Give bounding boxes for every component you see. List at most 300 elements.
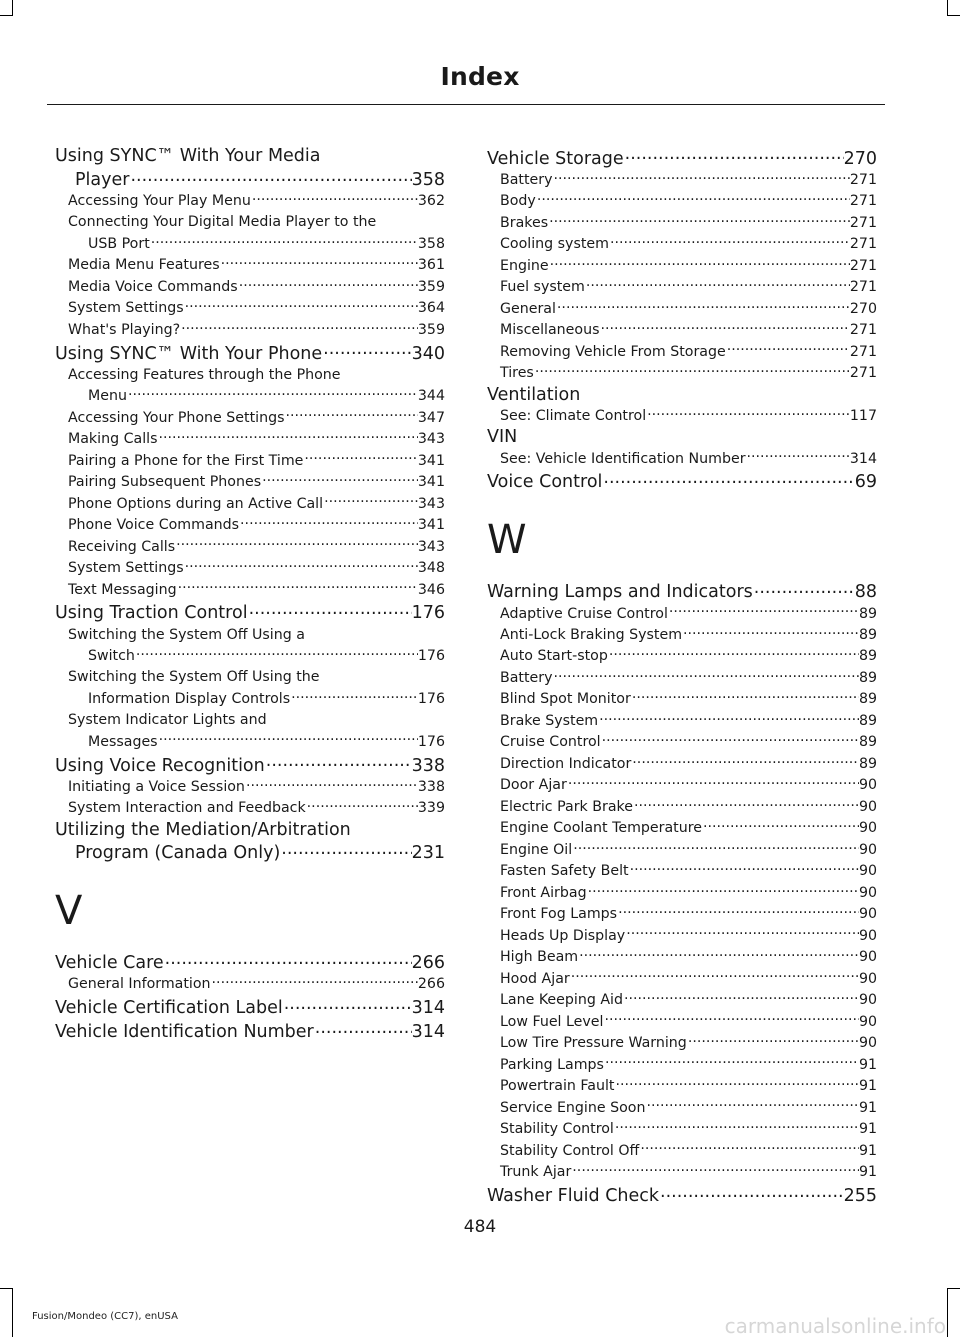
- entry-page-number: 341: [417, 474, 445, 491]
- dot-leader: [280, 841, 411, 859]
- entry-label: System Interaction and Feedback: [68, 800, 306, 817]
- index-subentry[interactable]: [55, 191, 445, 212]
- dot-leader: [608, 646, 859, 660]
- entry-label: Electric Park Brake: [500, 798, 633, 815]
- dot-leader: [604, 1055, 859, 1069]
- dot-leader: [614, 1076, 858, 1090]
- entry-page-number: 91: [858, 1099, 877, 1116]
- entry-label: Blind Spot Monitor: [500, 691, 631, 708]
- entry-label: Stability Control Off: [500, 1142, 640, 1159]
- crop-mark: [0, 15, 13, 16]
- entry-label: Accessing Your Play Menu: [68, 193, 251, 210]
- entry-page-number: 343: [417, 538, 445, 555]
- index-subentry: Accessing Features through the Phone: [68, 366, 341, 383]
- entry-label: System Settings: [68, 300, 184, 317]
- index-subentry[interactable]: [487, 1012, 877, 1033]
- entry-label: Adaptive Cruise Control: [500, 605, 668, 622]
- entry-label: Direction Indicator: [500, 755, 632, 772]
- entry-page-number: 90: [858, 970, 877, 987]
- index-entry[interactable]: [55, 601, 445, 625]
- index-subentry[interactable]: [487, 363, 877, 384]
- entry-label: Switch: [88, 648, 135, 665]
- dot-leader: [157, 429, 417, 443]
- entry-page-number: 271: [849, 171, 877, 188]
- entry-page-number: 347: [417, 409, 445, 426]
- entry-label: Pairing a Phone for the First Time: [68, 452, 304, 469]
- index-subentry[interactable]: [487, 213, 877, 234]
- dot-leader: [553, 170, 850, 184]
- entry-label: Text Messaging: [68, 581, 177, 598]
- crop-mark: [947, 1288, 960, 1289]
- entry-page-number: 338: [411, 755, 445, 776]
- entry-page-number: 362: [417, 193, 445, 210]
- entry-label: Vehicle Identification Number: [55, 1021, 314, 1042]
- crop-mark: [947, 15, 960, 16]
- entry-page-number: 266: [417, 976, 445, 993]
- index-subentry[interactable]: [55, 429, 445, 450]
- entry-label: Fasten Safety Belt: [500, 863, 629, 880]
- crop-mark: [947, 0, 948, 16]
- index-entry[interactable]: [55, 996, 445, 1020]
- entry-page-number: 266: [411, 953, 445, 974]
- entry-label: See: Climate Control: [500, 407, 647, 424]
- dot-leader: [127, 386, 418, 400]
- index-entry[interactable]: [487, 146, 877, 170]
- entry-page-number: 117: [849, 407, 877, 424]
- dot-leader: [536, 191, 850, 205]
- entry-page-number: 91: [858, 1078, 877, 1095]
- entry-page-number: 361: [417, 257, 445, 274]
- dot-leader: [184, 558, 418, 572]
- index-section-letter: W: [487, 516, 527, 563]
- dot-leader: [639, 1140, 859, 1154]
- index-entry: Ventilation: [487, 384, 581, 405]
- index-subentry[interactable]: [487, 969, 877, 990]
- entry-label: Vehicle Certification Label: [55, 998, 283, 1019]
- entry-page-number: 89: [858, 734, 877, 751]
- dot-leader: [753, 580, 855, 598]
- dot-leader: [571, 1162, 859, 1176]
- dot-leader: [629, 861, 859, 875]
- entry-page-number: 88: [854, 582, 877, 603]
- entry-label: Anti-Lock Braking System: [500, 627, 683, 643]
- index-subentry[interactable]: [55, 255, 445, 276]
- index-subentry[interactable]: [487, 646, 877, 667]
- entry-page-number: 69: [854, 472, 877, 493]
- index-subentry[interactable]: [55, 689, 445, 710]
- index-subentry[interactable]: [487, 1140, 877, 1161]
- index-subentry[interactable]: [55, 974, 445, 995]
- entry-page-number: 340: [411, 343, 445, 364]
- dot-leader: [587, 883, 859, 897]
- crop-mark: [947, 1288, 948, 1337]
- entry-label: Lane Keeping Aid: [500, 992, 623, 1009]
- index-entry[interactable]: [487, 470, 877, 494]
- index-subentry[interactable]: [487, 818, 877, 839]
- index-subentry[interactable]: [487, 732, 877, 753]
- entry-label: Powertrain Fault: [500, 1078, 615, 1095]
- index-subentry[interactable]: [487, 775, 877, 796]
- entry-page-number: 231: [411, 843, 445, 864]
- dot-leader: [599, 320, 849, 334]
- dot-leader: [129, 167, 411, 185]
- entry-page-number: 90: [858, 992, 877, 1009]
- entry-label: Tires: [500, 365, 534, 382]
- index-subentry[interactable]: [487, 754, 877, 775]
- entry-label: Media Voice Commands: [68, 278, 238, 295]
- dot-leader: [177, 579, 418, 593]
- entry-label: Making Calls: [68, 431, 158, 448]
- dot-leader: [164, 951, 412, 969]
- index-subentry[interactable]: [487, 1033, 877, 1054]
- entry-page-number: 89: [858, 627, 877, 643]
- dot-leader: [238, 277, 418, 291]
- dot-leader: [184, 298, 418, 312]
- index-subentry[interactable]: [487, 840, 877, 861]
- dot-leader: [631, 689, 859, 703]
- dot-leader: [290, 689, 418, 703]
- dot-leader: [265, 753, 412, 771]
- entry-label: General: [500, 300, 556, 317]
- entry-page-number: 358: [417, 235, 445, 252]
- index-subentry[interactable]: [487, 926, 877, 947]
- index-subentry[interactable]: [55, 777, 445, 798]
- index-subentry[interactable]: [487, 448, 877, 469]
- entry-label: Using SYNC™ With Your Phone: [55, 343, 323, 364]
- index-entry[interactable]: [55, 167, 445, 191]
- entry-page-number: 90: [858, 777, 877, 794]
- index-entry: Utilizing the Mediation/Arbitration: [55, 819, 351, 840]
- entry-label: Menu: [88, 388, 127, 405]
- entry-page-number: 271: [849, 214, 877, 231]
- index-subentry[interactable]: [55, 494, 445, 515]
- index-subentry[interactable]: [487, 1162, 877, 1183]
- entry-label: Service Engine Soon: [500, 1099, 646, 1116]
- entry-label: General Information: [68, 976, 211, 993]
- entry-page-number: 271: [849, 257, 877, 274]
- entry-page-number: 348: [417, 560, 445, 577]
- index-subentry[interactable]: [487, 342, 877, 363]
- index-subentry[interactable]: [55, 320, 445, 341]
- index-entry: Using SYNC™ With Your Media: [55, 146, 321, 166]
- index-subentry[interactable]: [487, 668, 877, 689]
- index-subentry[interactable]: [487, 320, 877, 341]
- entry-page-number: 344: [417, 388, 445, 405]
- entry-label: USB Port: [88, 235, 150, 252]
- index-entry: VIN: [487, 427, 518, 448]
- index-subentry[interactable]: [487, 406, 877, 427]
- dot-leader: [746, 448, 850, 462]
- entry-label: Media Menu Features: [68, 257, 220, 274]
- entry-page-number: 90: [858, 820, 877, 837]
- watermark: carmanualsonline.info: [724, 1314, 946, 1338]
- dot-leader: [549, 256, 850, 270]
- dot-leader: [668, 603, 859, 617]
- entry-label: What's Playing?: [68, 321, 181, 338]
- index-subentry[interactable]: [55, 646, 445, 667]
- entry-page-number: 89: [858, 755, 877, 772]
- dot-leader: [570, 969, 859, 983]
- dot-leader: [602, 470, 854, 488]
- index-subentry[interactable]: [487, 1119, 877, 1140]
- entry-page-number: 271: [849, 365, 877, 382]
- entry-label: Using Voice Recognition: [55, 755, 265, 776]
- entry-page-number: 91: [858, 1056, 877, 1073]
- index-subentry[interactable]: [487, 234, 877, 255]
- dot-leader: [135, 646, 418, 660]
- entry-label: Accessing Your Phone Settings: [68, 409, 285, 426]
- index-entry[interactable]: [487, 580, 877, 604]
- entry-label: Front Fog Lamps: [500, 906, 618, 923]
- entry-page-number: 176: [417, 690, 445, 707]
- index-subentry[interactable]: [55, 798, 445, 819]
- index-subentry[interactable]: [487, 711, 877, 732]
- entry-label: Phone Options during an Active Call: [68, 495, 324, 512]
- entry-label: Warning Lamps and Indicators: [487, 582, 753, 603]
- index-subentry[interactable]: [487, 299, 877, 320]
- index-subentry[interactable]: [55, 732, 445, 753]
- dot-leader: [625, 926, 859, 940]
- entry-page-number: 314: [411, 998, 445, 1019]
- dot-leader: [556, 299, 850, 313]
- entry-label: Using Traction Control: [55, 603, 248, 624]
- index-subentry[interactable]: [487, 603, 877, 624]
- dot-leader: [614, 1119, 859, 1133]
- entry-label: Miscellaneous: [500, 322, 600, 339]
- index-subentry[interactable]: [487, 625, 877, 646]
- entry-label: Battery: [500, 171, 553, 188]
- entry-label: Brakes: [500, 214, 549, 231]
- index-subentry[interactable]: [55, 579, 445, 600]
- entry-page-number: 255: [843, 1185, 877, 1206]
- footer-model: Fusion/Mondeo (CC7), enUSA: [32, 1311, 178, 1322]
- index-subentry[interactable]: [487, 990, 877, 1011]
- index-subentry: System Indicator Lights and: [68, 712, 267, 729]
- entry-page-number: 343: [417, 495, 445, 512]
- index-subentry[interactable]: [55, 558, 445, 579]
- index-subentry[interactable]: [55, 408, 445, 429]
- index-subentry[interactable]: [487, 277, 877, 298]
- entry-label: Vehicle Care: [55, 953, 164, 974]
- dot-leader: [220, 255, 418, 269]
- entry-page-number: 359: [417, 321, 445, 338]
- entry-label: See: Vehicle Identification Number: [500, 450, 746, 467]
- page-title: Index: [440, 62, 520, 91]
- entry-page-number: 90: [858, 949, 877, 966]
- index-entry[interactable]: [55, 951, 445, 975]
- index-subentry[interactable]: [487, 689, 877, 710]
- dot-leader: [631, 754, 859, 768]
- entry-page-number: 89: [858, 712, 877, 729]
- dot-leader: [306, 798, 418, 812]
- index-subentry[interactable]: [487, 861, 877, 882]
- entry-page-number: 90: [858, 1013, 877, 1030]
- entry-label: Player: [75, 169, 130, 190]
- dot-leader: [617, 904, 859, 918]
- entry-page-number: 314: [849, 450, 877, 467]
- entry-label: Voice Control: [487, 472, 603, 493]
- page-number: 484: [463, 1217, 497, 1237]
- index-subentry[interactable]: [55, 472, 445, 493]
- dot-leader: [702, 818, 859, 832]
- dot-leader: [726, 342, 850, 356]
- entry-page-number: 270: [849, 300, 877, 317]
- dot-leader: [261, 472, 418, 486]
- entry-page-number: 91: [858, 1121, 877, 1138]
- entry-page-number: 90: [858, 841, 877, 858]
- entry-label: Information Display Controls: [88, 690, 291, 707]
- entry-page-number: 271: [849, 279, 877, 296]
- dot-leader: [624, 146, 844, 164]
- dot-leader: [248, 601, 412, 619]
- index-subentry[interactable]: [487, 170, 877, 191]
- dot-leader: [548, 213, 850, 227]
- index-column-right: [487, 146, 877, 1207]
- entry-page-number: 90: [858, 1035, 877, 1052]
- entry-label: Door Ajar: [500, 777, 567, 794]
- index-subentry[interactable]: [487, 256, 877, 277]
- index-subentry[interactable]: [487, 947, 877, 968]
- dot-leader: [322, 341, 411, 359]
- entry-page-number: 271: [849, 343, 877, 360]
- entry-page-number: 339: [417, 800, 445, 817]
- index-subentry[interactable]: [55, 515, 445, 536]
- entry-label: Removing Vehicle From Storage: [500, 343, 726, 360]
- index-subentry[interactable]: [487, 1055, 877, 1076]
- entry-label: Receiving Calls: [68, 538, 176, 555]
- dot-leader: [175, 537, 418, 551]
- entry-page-number: 89: [858, 669, 877, 686]
- entry-label: Stability Control: [500, 1121, 614, 1138]
- dot-leader: [585, 277, 850, 291]
- index-entry[interactable]: [487, 1183, 877, 1207]
- entry-page-number: 359: [417, 278, 445, 295]
- entry-label: Auto Start-stop: [500, 648, 608, 665]
- entry-label: Body: [500, 193, 536, 210]
- dot-leader: [572, 840, 859, 854]
- index-entry[interactable]: [55, 1019, 445, 1043]
- entry-page-number: 176: [411, 603, 445, 624]
- entry-page-number: 364: [417, 300, 445, 317]
- index-section-letter: V: [55, 887, 83, 934]
- dot-leader: [553, 668, 859, 682]
- index-subentry[interactable]: [55, 298, 445, 319]
- dot-leader: [303, 451, 418, 465]
- entry-page-number: 90: [858, 863, 877, 880]
- dot-leader: [659, 1183, 844, 1201]
- dot-leader: [283, 996, 412, 1014]
- dot-leader: [211, 974, 418, 988]
- entry-page-number: 90: [858, 884, 877, 901]
- index-subentry[interactable]: [55, 386, 445, 407]
- dot-leader: [603, 1012, 858, 1026]
- entry-label: Program (Canada Only): [75, 843, 281, 864]
- dot-leader: [245, 777, 418, 791]
- entry-label: High Beam: [500, 949, 579, 966]
- dot-leader: [323, 494, 418, 508]
- dot-leader: [609, 234, 850, 248]
- dot-leader: [180, 320, 418, 334]
- entry-page-number: 346: [417, 581, 445, 598]
- index-subentry[interactable]: [487, 797, 877, 818]
- entry-page-number: 91: [858, 1164, 877, 1181]
- index-subentry[interactable]: [487, 883, 877, 904]
- dot-leader: [239, 515, 418, 529]
- entry-page-number: 91: [858, 1142, 877, 1159]
- index-column-left: [55, 146, 445, 1043]
- entry-label: Trunk Ajar: [500, 1164, 572, 1181]
- index-subentry[interactable]: [487, 191, 877, 212]
- entry-label: Front Airbag: [500, 884, 587, 901]
- index-subentry[interactable]: [487, 904, 877, 925]
- entry-label: Washer Fluid Check: [487, 1185, 660, 1206]
- dot-leader: [534, 363, 850, 377]
- header-divider: [47, 104, 885, 105]
- entry-page-number: 89: [858, 691, 877, 708]
- dot-leader: [578, 947, 859, 961]
- crop-mark: [0, 1288, 13, 1289]
- dot-leader: [623, 990, 859, 1004]
- entry-page-number: 271: [849, 193, 877, 210]
- entry-page-number: 343: [417, 431, 445, 448]
- entry-page-number: 271: [849, 322, 877, 339]
- entry-page-number: 358: [411, 169, 445, 190]
- entry-label: Engine: [500, 257, 549, 274]
- index-subentry[interactable]: [55, 277, 445, 298]
- entry-page-number: 90: [858, 798, 877, 815]
- dot-leader: [645, 1097, 859, 1111]
- entry-label: Messages: [88, 733, 158, 750]
- crop-mark: [12, 0, 13, 16]
- entry-label: Low Fuel Level: [500, 1013, 604, 1030]
- dot-leader: [601, 732, 859, 746]
- entry-label: Pairing Subsequent Phones: [68, 474, 262, 491]
- index-entry[interactable]: [55, 841, 445, 865]
- index-subentry: Switching the System Off Using a: [68, 626, 305, 643]
- index-subentry[interactable]: [487, 1076, 877, 1097]
- index-subentry[interactable]: [55, 537, 445, 558]
- dot-leader: [158, 732, 418, 746]
- entry-page-number: 271: [849, 236, 877, 253]
- entry-page-number: 90: [858, 906, 877, 923]
- index-subentry[interactable]: [487, 1097, 877, 1118]
- entry-page-number: 341: [417, 517, 445, 534]
- entry-label: Parking Lamps: [500, 1056, 604, 1073]
- entry-label: Brake System: [500, 712, 599, 729]
- dot-leader: [251, 191, 418, 205]
- entry-label: Phone Voice Commands: [68, 517, 240, 534]
- dot-leader: [314, 1019, 412, 1037]
- entry-page-number: 314: [411, 1021, 445, 1042]
- index-subentry[interactable]: [55, 451, 445, 472]
- index-subentry: Switching the System Off Using the: [68, 669, 320, 686]
- entry-label: Hood Ajar: [500, 970, 570, 987]
- entry-page-number: 90: [858, 927, 877, 944]
- index-entry[interactable]: [55, 341, 445, 365]
- index-subentry: Connecting Your Digital Media Player to the: [68, 214, 377, 231]
- entry-label: Low Tire Pressure Warning: [500, 1035, 687, 1052]
- entry-label: Initiating a Voice Session: [68, 778, 245, 795]
- entry-label: Engine Coolant Temperature: [500, 820, 702, 837]
- entry-label: Heads Up Display: [500, 927, 626, 944]
- entry-label: Cooling system: [500, 236, 609, 253]
- index-subentry[interactable]: [55, 234, 445, 255]
- entry-page-number: 341: [417, 452, 445, 469]
- index-entry[interactable]: [55, 753, 445, 777]
- entry-page-number: 89: [858, 648, 877, 665]
- entry-label: Fuel system: [500, 279, 585, 296]
- entry-page-number: 176: [417, 733, 445, 750]
